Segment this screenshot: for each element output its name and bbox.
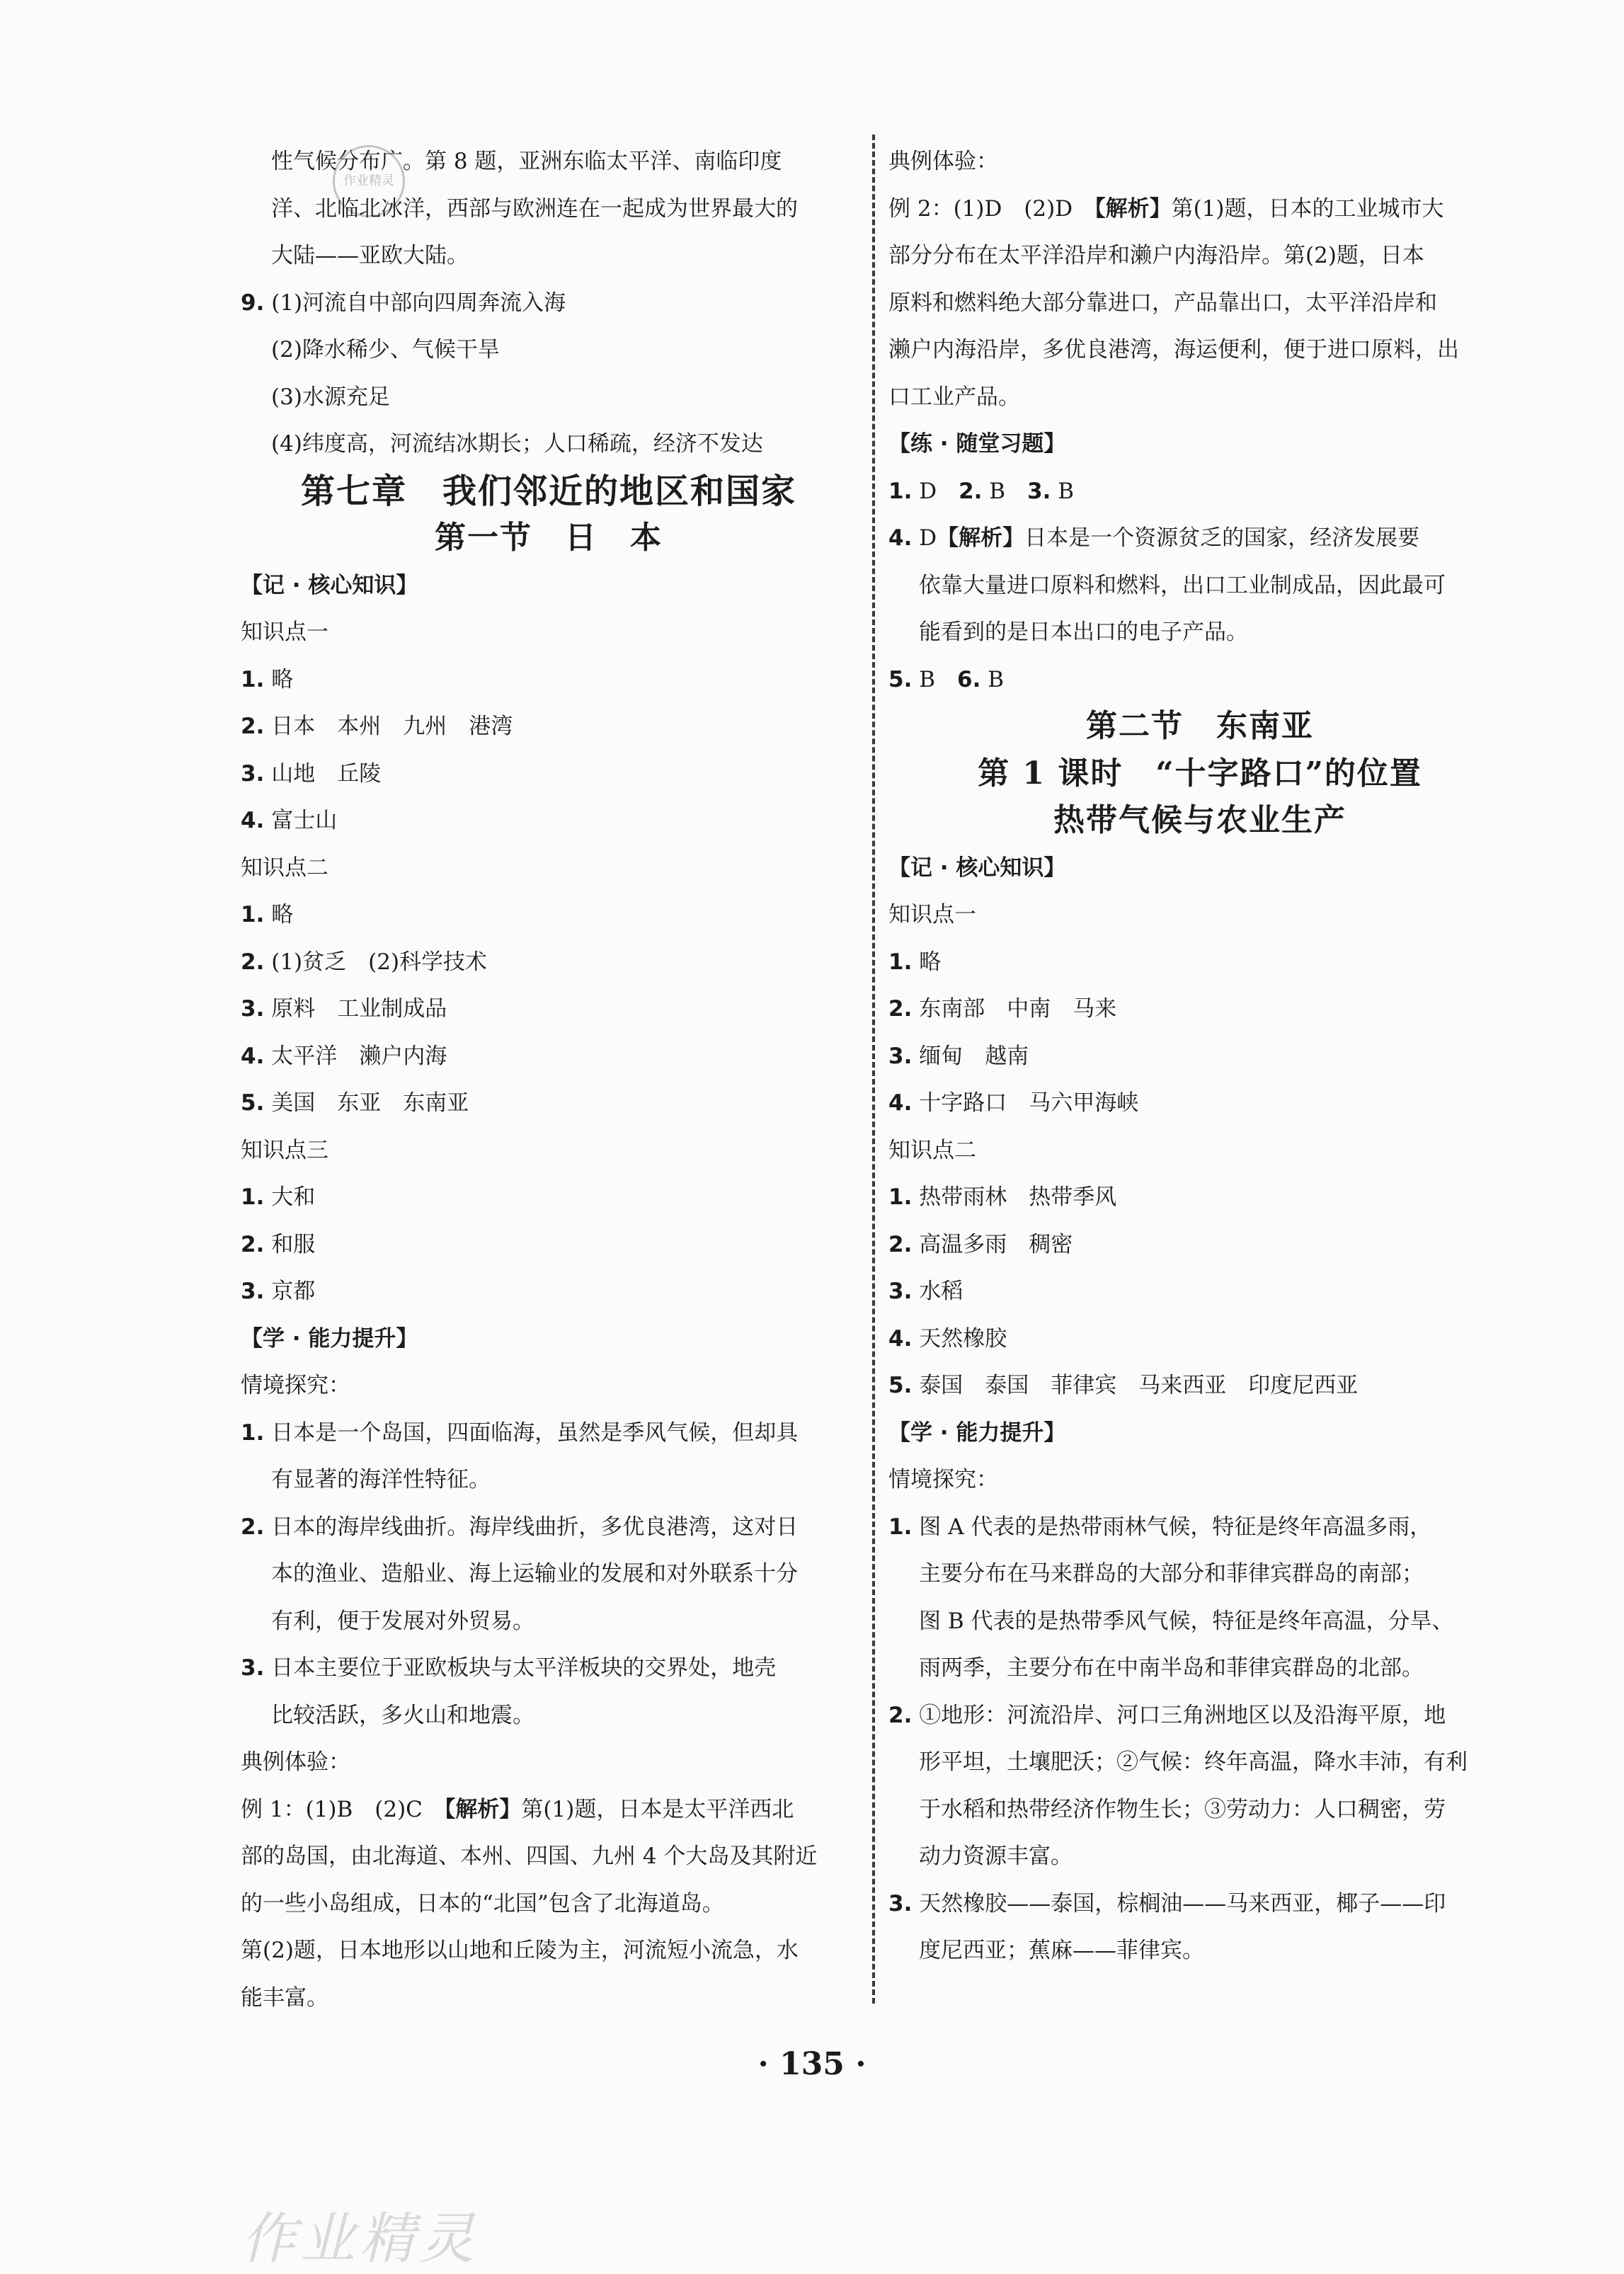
list-item: 2. 高温多雨 稠密 xyxy=(888,1231,1073,1257)
list-item: 1. 热带雨林 热带季风 xyxy=(888,1184,1117,1210)
example-heading: 典例体验： xyxy=(888,149,998,174)
list-item: 3. 京都 xyxy=(241,1279,316,1304)
text-line: 于水稻和热带经济作物生长；③劳动力：人口稠密，劳 xyxy=(919,1796,1446,1822)
text-line: 部分分布在太平洋沿岸和濑户内海沿岸。第(2)题，日本 xyxy=(888,243,1424,268)
scenario-item: 2. ①地形：河流沿岸、河口三角洲地区以及沿海平原，地 xyxy=(888,1702,1446,1728)
scenario-item: 1. 图 A 代表的是热带雨林气候，特征是终年高温多雨， xyxy=(888,1514,1432,1540)
list-item: 3. 缅甸 越南 xyxy=(888,1043,1029,1069)
right-column xyxy=(888,138,1511,1975)
list-item: 2. 日本 本州 九州 港湾 xyxy=(241,714,513,739)
knowledge-point-heading: 知识点二 xyxy=(241,855,328,881)
scenario-item: 1. 日本是一个岛国，四面临海，虽然是季风气候，但却具 xyxy=(241,1419,799,1446)
text-line: 动力资源丰富。 xyxy=(919,1844,1073,1869)
example-1: 例 1：(1)B (2)C 【解析】第(1)题，日本是太平洋西北 xyxy=(241,1796,794,1822)
example-2: 例 2：(1)D (2)D 【解析】第(1)题，日本的工业城市大 xyxy=(888,195,1444,222)
watermark: 作业精灵 xyxy=(241,2207,479,2271)
scenario-item: 3. 天然橡胶——泰国，棕榈油——马来西亚，椰子——印 xyxy=(888,1890,1446,1916)
list-item: 2. 东南部 中南 马来 xyxy=(888,996,1117,1022)
lesson-subtitle: 热带气候与农业生产 xyxy=(1053,802,1346,838)
text-line: 能丰富。 xyxy=(241,1984,328,2011)
scenario-heading: 情境探究： xyxy=(241,1373,350,1398)
section-label-ability: 【学 · 能力提升】 xyxy=(888,1419,1066,1446)
text-line: 第(2)题，日本地形以山地和丘陵为主，河流短小流急，水 xyxy=(241,1938,799,1963)
text-line: 大陆——亚欧大陆。 xyxy=(271,243,469,268)
list-item: 1. 大和 xyxy=(241,1184,316,1210)
list-item: 4. 太平洋 濑户内海 xyxy=(241,1043,447,1069)
text-line: 本的渔业、造船业、海上运输业的发展和对外联系十分 xyxy=(271,1561,798,1587)
text-line: 形平坦，土壤肥沃；②气候：终年高温，降水丰沛，有利 xyxy=(919,1749,1468,1775)
knowledge-point-heading: 知识点二 xyxy=(888,1137,976,1163)
text-line: 洋、北临北冰洋，西部与欧洲连在一起成为世界最大的 xyxy=(271,195,798,222)
text-line: 原料和燃料绝大部分靠进口，产品靠出口，太平洋沿岸和 xyxy=(888,290,1437,316)
text-line: 有利，便于发展对外贸易。 xyxy=(271,1608,534,1634)
watermark-stamp: 作业精灵 xyxy=(333,145,405,217)
chapter-title: 第七章 我们邻近的地区和国家 xyxy=(300,471,796,511)
section-label-core: 【记 · 核心知识】 xyxy=(241,572,418,598)
text-line: 能看到的是日本出口的电子产品。 xyxy=(919,619,1248,645)
section-label-ability: 【学 · 能力提升】 xyxy=(241,1325,418,1352)
text-line: 图 B 代表的是热带季风气候，特征是终年高温，分旱、 xyxy=(919,1608,1454,1634)
example-heading: 典例体验： xyxy=(241,1749,350,1775)
text-line: 比较活跃，多火山和地震。 xyxy=(271,1702,534,1728)
list-item: 5. 美国 东亚 东南亚 xyxy=(241,1090,469,1116)
list-item: 4. 天然橡胶 xyxy=(888,1325,1007,1352)
text-line: 主要分布在马来群岛的大部分和菲律宾群岛的南部； xyxy=(919,1561,1424,1587)
scenario-heading: 情境探究： xyxy=(888,1467,998,1492)
practice-answers: 1. D 2. B 3. B xyxy=(888,478,1075,504)
page-number: · 135 · xyxy=(757,2046,867,2082)
answer-9-item: (2)降水稀少、气候干旱 xyxy=(271,337,500,362)
section-title: 第一节 日 本 xyxy=(435,520,663,556)
list-item: 2. 和服 xyxy=(241,1231,316,1257)
knowledge-point-heading: 知识点一 xyxy=(888,902,976,927)
text-line: 部的岛国，由北海道、本州、四国、九州 4 个大岛及其附近 xyxy=(241,1844,818,1869)
list-item: 1. 略 xyxy=(888,949,942,975)
list-item: 5. 泰国 泰国 菲律宾 马来西亚 印度尼西亚 xyxy=(888,1373,1359,1398)
scenario-item: 2. 日本的海岸线曲折。海岸线曲折，多优良港湾，这对日 xyxy=(241,1514,799,1540)
list-item: 1. 略 xyxy=(241,902,294,927)
text-line: 雨两季，主要分布在中南半岛和菲律宾群岛的北部。 xyxy=(919,1655,1424,1681)
answer-9: 9. (1)河流自中部向四周奔流入海 xyxy=(241,290,566,316)
knowledge-point-heading: 知识点三 xyxy=(241,1137,328,1163)
practice-4: 4. D【解析】日本是一个资源贫乏的国家，经济发展要 xyxy=(888,525,1420,551)
text-line: 度尼西亚；蕉麻——菲律宾。 xyxy=(919,1938,1204,1963)
scenario-item: 3. 日本主要位于亚欧板块与太平洋板块的交界处，地壳 xyxy=(241,1655,777,1681)
answer-9-item: (4)纬度高，河流结冰期长；人口稀疏，经济不发达 xyxy=(271,431,763,457)
text-line: 有显著的海洋性特征。 xyxy=(271,1467,491,1492)
left-column xyxy=(241,138,857,2021)
list-item: 4. 十字路口 马六甲海峡 xyxy=(888,1090,1139,1116)
lesson-title: 第 1 课时 “十字路口”的位置 xyxy=(978,755,1422,792)
practice-answers: 5. B 6. B xyxy=(888,666,1004,692)
text-line: 濑户内海沿岸，多优良港湾，海运便利，便于进口原料，出 xyxy=(888,337,1459,362)
list-item: 1. 略 xyxy=(241,666,294,692)
answer-9-item: (3)水源充足 xyxy=(271,384,390,410)
section-title: 第二节 东南亚 xyxy=(1086,708,1314,744)
list-item: 3. 山地 丘陵 xyxy=(241,760,382,787)
column-divider xyxy=(872,135,875,2004)
list-item: 4. 富士山 xyxy=(241,808,338,833)
list-item: 3. 水稻 xyxy=(888,1279,963,1304)
section-label-practice: 【练 · 随堂习题】 xyxy=(888,431,1066,457)
list-item: 2. (1)贫乏 (2)科学技术 xyxy=(241,949,488,975)
text-line: 依靠大量进口原料和燃料，出口工业制成品，因此最可 xyxy=(919,572,1446,598)
text-line: 口工业产品。 xyxy=(888,384,1020,410)
knowledge-point-heading: 知识点一 xyxy=(241,619,328,645)
text-line: 性气候分布广。第 8 题，亚洲东临太平洋、南临印度 xyxy=(271,149,782,174)
text-line: 的一些小岛组成，日本的“北国”包含了北海道岛。 xyxy=(241,1890,724,1916)
section-label-core: 【记 · 核心知识】 xyxy=(888,855,1066,881)
list-item: 3. 原料 工业制成品 xyxy=(241,996,447,1022)
